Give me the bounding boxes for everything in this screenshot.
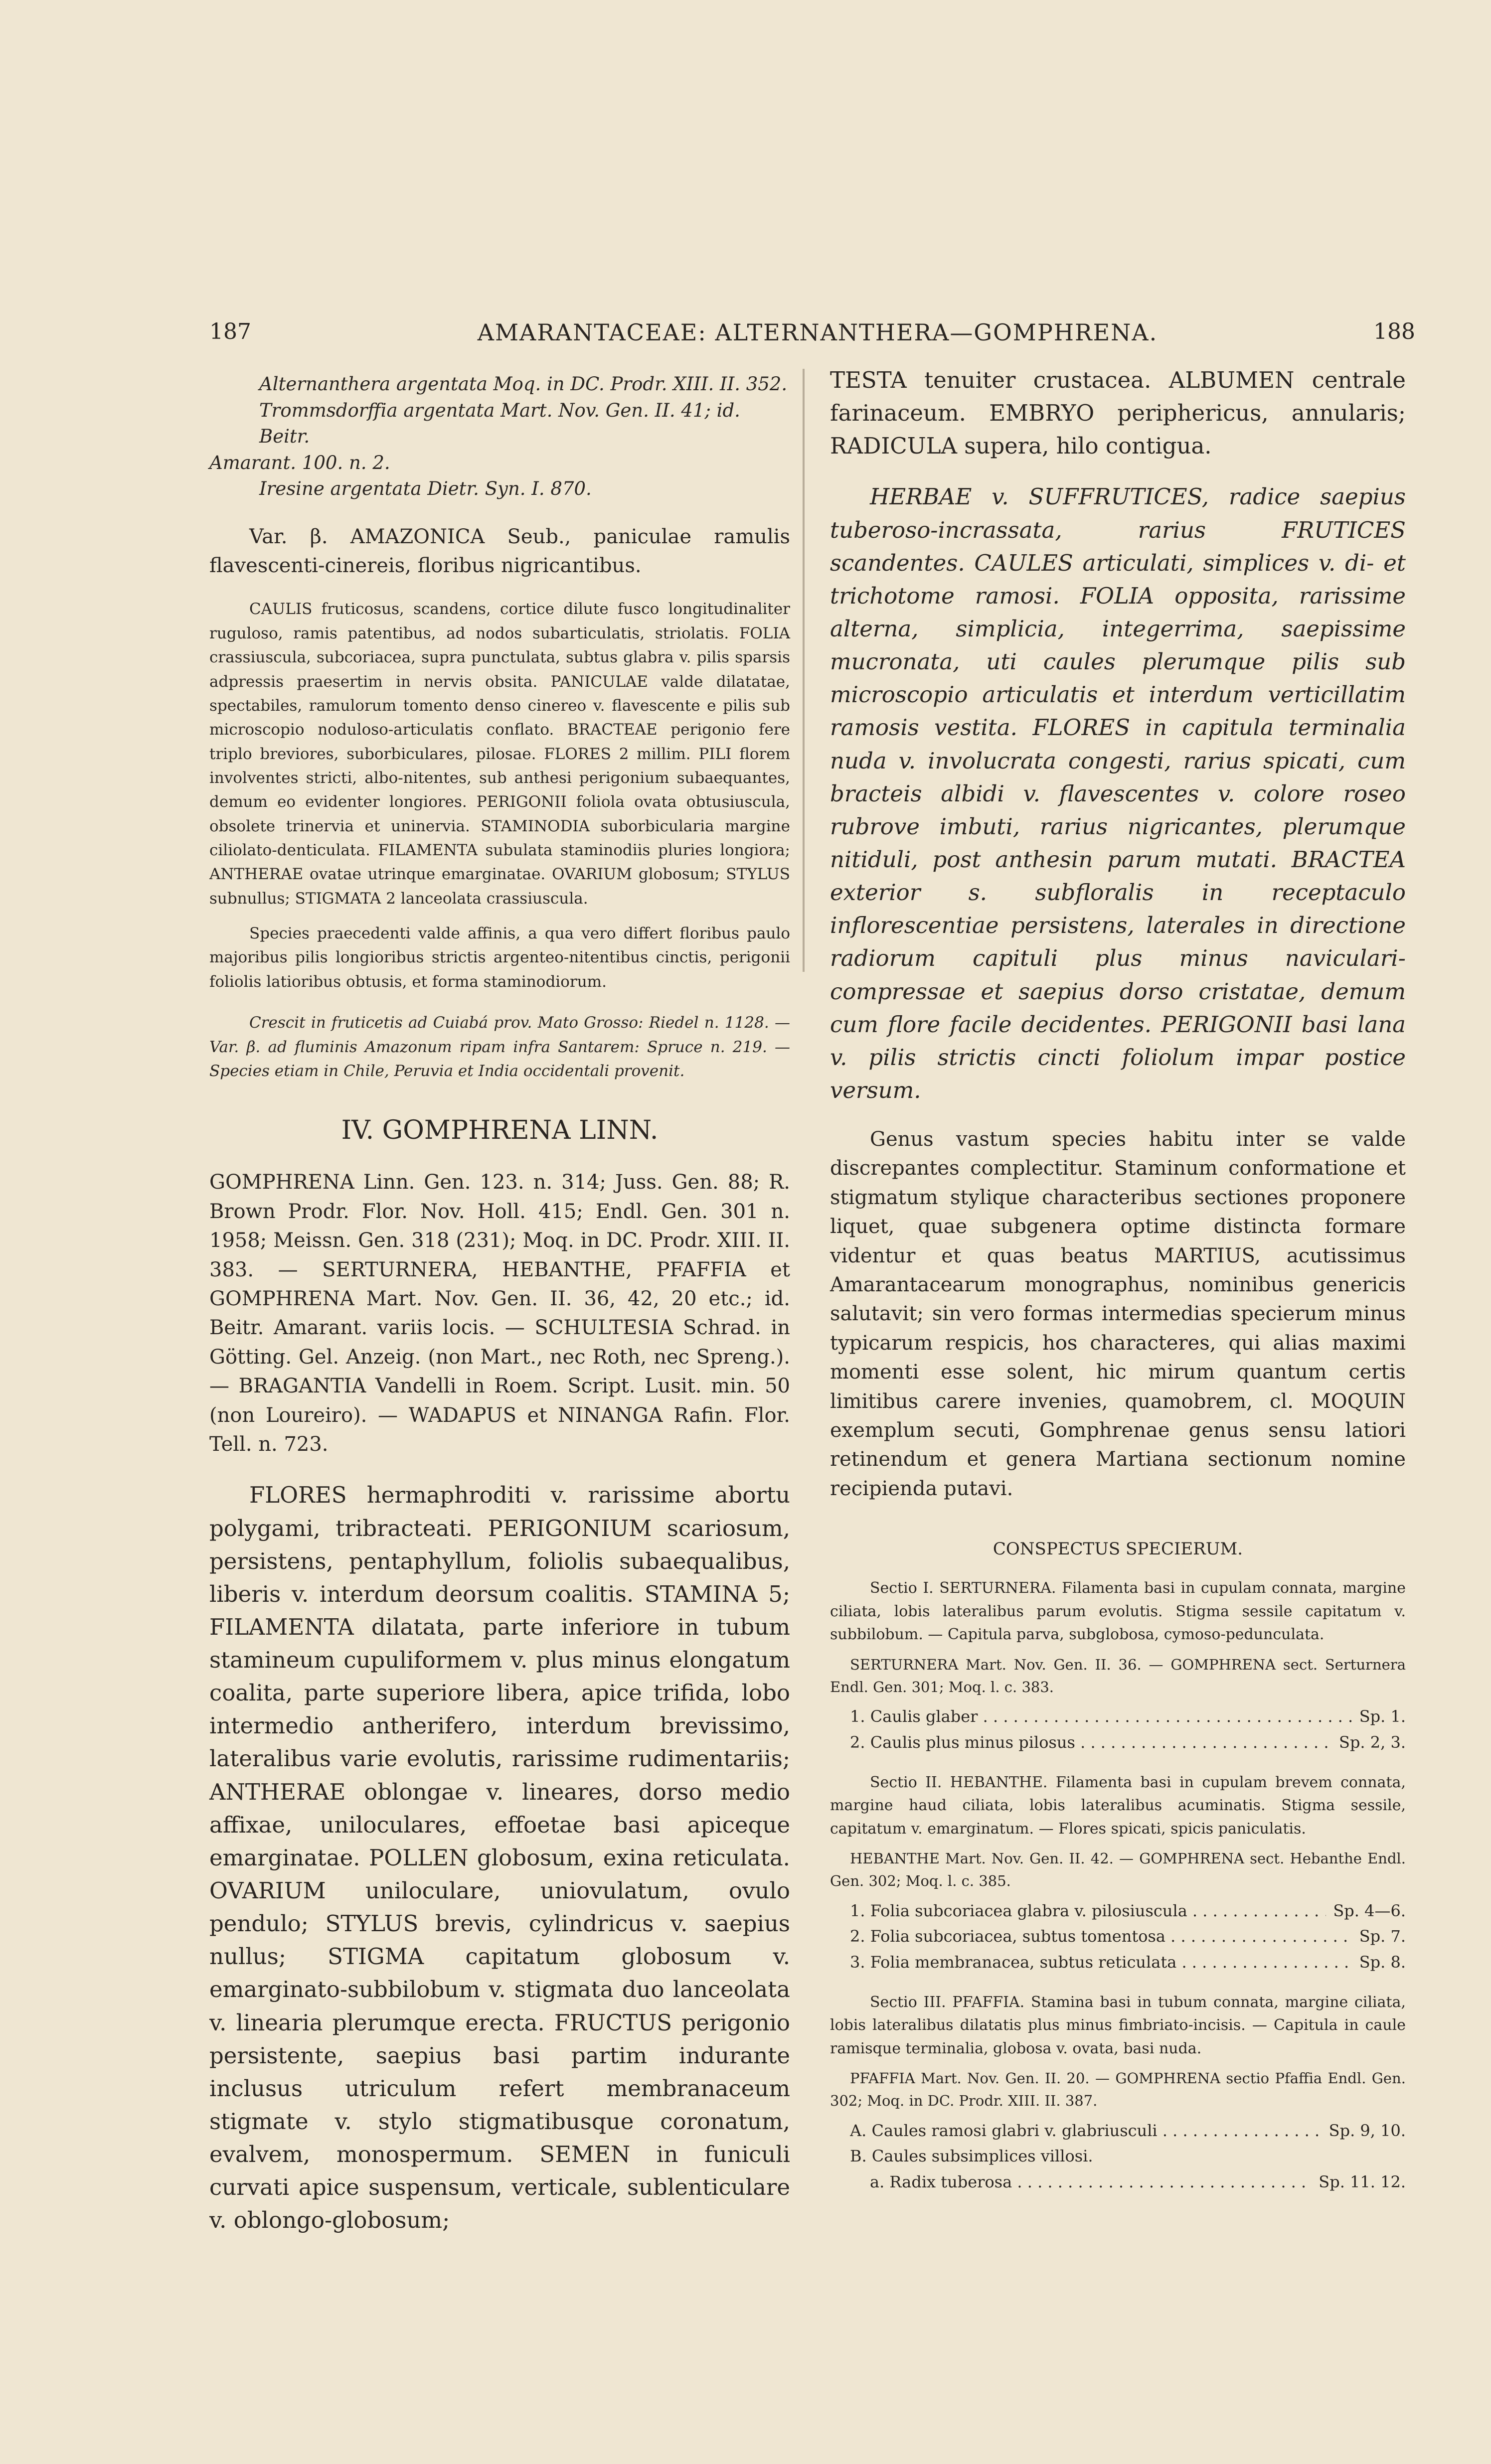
section-description: Sectio II. HEBANTHE. Filamenta basi in cupulam brevem connata, margine haud ciliata, lobis lateralibus acuminatis. Stigma sessile, capitatum v. emarginatum. — Flores spicati, spicis paniculatis. xyxy=(830,1773,1406,1838)
habit-paragraph: HERBAE v. SUFFRUTICES, radice saepius tuberoso-incrassata, rarius FRUTICES scandentes. CAULES articulati, simplices v. di- et trichotome ramosi. FOLIA opposita, rarissime alterna, simplicia, integerrima, saepissime mucronata, uti caules plerumque pilis sub microscopio articulatis et interdum verticillatim ramosis vestita. FLORES in capitula terminalia nuda v. involucrata congesti, rarius spicati, cum bracteis albidi v. flavescentes v. colore roseo rubrove imbuti, rarius nigricantes, plerumque nitiduli, post anthesin parum mutati. BRACTEA exterior s. subfloralis in receptaculo inflorescentiae persistens, laterales in directione radiorum capituli plus minus naviculari-compressae et saepius dorso cristatae, demum cum flore facile decidentes. PERIGONII basi lana v. pilis strictis cincti foliolum impar postice versum. xyxy=(830,483,1406,1103)
habitat-note: Crescit in fruticetis ad Cuiabá prov. Mato Grosso: Riedel n. 1128. — Var. β. ad fluminis Amazonum ripam infra Santarem: Spruce n. 219. — Species etiam in Chile, Peruvia et India occidentali provenit. xyxy=(209,1014,790,1080)
key-row: a. Radix tuberosa . . . Sp. 11. 12. xyxy=(830,2169,1406,2195)
genus-heading: IV. GOMPHRENA LINN. xyxy=(341,1115,659,1146)
section-3 xyxy=(830,1991,1406,2195)
right-column xyxy=(830,364,1406,2195)
key-row: A. Caules ramosi glabri v. glabriusculi . . . Sp. 9, 10. xyxy=(830,2118,1406,2144)
key-row: 3. Folia membranacea, subtus reticulata . . . Sp. 8. xyxy=(830,1950,1406,1975)
conspectus-title: CONSPECTUS SPECIERUM. xyxy=(993,1539,1243,1559)
section-reference: PFAFFIA Mart. Nov. Gen. II. 20. — GOMPHRENA sectio Pfaffia Endl. Gen. 302; Moq. in DC. Prodr. XIII. II. 387. xyxy=(830,2070,1406,2110)
species-comparison: Species praecedenti valde affinis, a qua vero differt floribus paulo majoribus pilis longioribus strictis argenteo-nitentibus cinctis, perigonii foliolis latioribus obtusis, et forma staminodiorum. xyxy=(209,924,790,991)
section-1 xyxy=(830,1577,1406,1755)
section-description: Sectio I. SERTURNERA. Filamenta basi in cupulam connata, margine ciliata, lobis lateralibus parum evolutis. Stigma sessile capitatum v. subbilobum. — Capitula parva, subglobosa, cymoso-pedunculata. xyxy=(830,1579,1406,1644)
page-number-right: 188 xyxy=(1373,319,1415,344)
synonym-line: Alternanthera argentata Moq. in DC. Prodr. XIII. II. 352. xyxy=(259,373,788,395)
synonym-line: Trommsdorffia argentata Mart. Nov. Gen. II. 41; id. Beitr. xyxy=(259,399,740,448)
page-number-left: 187 xyxy=(209,319,251,344)
continuation-paragraph: TESTA tenuiter crustacea. ALBUMEN centrale farinaceum. EMBRYO periphericus, annularis; RADICULA supera, hilo contigua. xyxy=(830,367,1406,460)
running-title: AMARANTACEAE: ALTERNANTHERA—GOMPHRENA. xyxy=(477,319,1158,346)
left-column xyxy=(209,371,790,2248)
species-description: CAULIS fruticosus, scandens, cortice dilute fusco longitudinaliter ruguloso, ramis patentibus, ad nodos subarticulatis, striolatis. FOLIA crassiuscula, subcoriacea, supra punctulata, subtus glabra v. pilis sparsis adpressis praesertim in nervis obsita. PANICULAE valde dilatatae, spectabiles, ramulorum tomento denso cinereo v. flavescente e pilis sub microscopio noduloso-articulatis conflato. BRACTEAE perigonio fere triplo breviores, suborbiculares, pilosae. FLORES 2 millim. PILI florem involventes stricti, albo-nitentes, sub anthesi perigonium subaequantes, demum eo evidenter longiores. PERIGONII foliola ovata obtusiuscula, obsolete trinervia et uninervia. STAMINODIA suborbicularia margine ciliolato-denticulata. FILAMENTA subulata staminodiis pluries longiora; ANTHERAE ovatae utrinque emarginatae. OVARIUM globosum; STYLUS subnullus; STIGMATA 2 lanceolata crassiuscula. xyxy=(209,600,790,908)
key-row: 2. Caulis plus minus pilosus . . . Sp. 2, 3. xyxy=(830,1730,1406,1755)
variety-paragraph: Var. β. AMAZONICA Seub., paniculae ramulis flavescenti-cinereis, floribus nigricantibus. xyxy=(209,525,790,578)
synonym-line: Iresine argentata Dietr. Syn. I. 870. xyxy=(259,478,592,500)
synonym-line: Amarant. 100. n. 2. xyxy=(209,452,390,473)
section-description: Sectio III. PFAFFIA. Stamina basi in tubum connata, margine ciliata, lobis lateralibus dilatatis plus minus fimbriato-incisis. — Capitula in caule ramisque terminalia, globosa v. ovata, basi nuda. xyxy=(830,1993,1406,2057)
section-reference: HEBANTHE Mart. Nov. Gen. II. 42. — GOMPHRENA sect. Hebanthe Endl. Gen. 302; Moq. l. c. 385. xyxy=(830,1850,1406,1890)
genus-synonymy: GOMPHRENA Linn. Gen. 123. n. 314; Juss. Gen. 88; R. Brown Prodr. Flor. Nov. Holl. 415; Endl. Gen. 301 n. 1958; Meissn. Gen. 318 (231); Moq. in DC. Prodr. XIII. II. 383. — SERTURNERA, HEBANTHE, PFAFFIA et GOMPHRENA Mart. Nov. Gen. II. 36, 42, 20 etc.; id. Beitr. Amarant. variis locis. — SCHULTESIA Schrad. in Götting. Gel. Anzeig. (non Mart., nec Roth, nec Spreng.). — BRAGANTIA Vandelli in Roem. Script. Lusit. min. 50 (non Loureiro). — WADAPUS et NINANGA Rafin. Flor. Tell. n. 723. xyxy=(209,1171,790,1456)
genus-description: FLORES hermaphroditi v. rarissime abortu polygami, tribracteati. PERIGONIUM scariosum, persistens, pentaphyllum, foliolis subaequalibus, liberis v. interdum deorsum coalitis. STAMINA 5; FILAMENTA dilatata, parte inferiore in tubum stamineum cupuliformem v. plus minus elongatum coalita, parte superiore libera, apice trifida, lobo intermedio antherifero, interdum brevissimo, lateralibus varie evolutis, rarissime rudimentariis; ANTHERAE oblongae v. lineares, dorso medio affixae, uniloculares, effoetae basi apiceque emarginatae. POLLEN globosum, exina reticulata. OVARIUM uniloculare, uniovulatum, ovulo pendulo; STYLUS brevis, cylindricus v. saepius nullus; STIGMA capitatum globosum v. emarginato-subbilobum v. stigmata duo lanceolata v. linearia plerumque erecta. FRUCTUS perigonio persistente, saepius basi partim indurante inclusus utriculum refert membranaceum stigmate v. stylo stigmatibusque coronatum, evalvem, monospermum. SEMEN in funiculi curvati apice suspensum, verticale, sublenticulare v. oblongo-globosum; xyxy=(209,1482,790,2234)
key-row: 2. Folia subcoriacea, subtus tomentosa . . . Sp. 7. xyxy=(830,1924,1406,1949)
discussion-paragraph: Genus vastum species habitu inter se valde discrepantes complectitur. Staminum conformatione et stigmatum stylique characteribus sectiones proponere liquet, quae subgenera optime distincta formare videntur et quas beatus MARTIUS, acutissimus Amarantacearum monographus, nominibus genericis salutavit; sin vero formas intermedias specierum minus typicarum respicis, hos characteres, qui alias maximi momenti esse solent, hic mirum quantum certis limitibus carere invenies, quamobrem, cl. MOQUIN exemplum secuti, Gomphrenae genus sensu latiori retinendum et genera Martiana sectionum nomine recipienda putavi. xyxy=(830,1128,1406,1500)
section-2 xyxy=(830,1771,1406,1975)
section-reference: SERTURNERA Mart. Nov. Gen. II. 36. — GOMPHRENA sect. Serturnera Endl. Gen. 301; Moq. l. c. 383. xyxy=(830,1656,1406,1695)
column-divider xyxy=(803,369,805,972)
key-row: 1. Folia subcoriacea glabra v. pilosiuscula . . . Sp. 4—6. xyxy=(830,1898,1406,1924)
key-row: 1. Caulis glaber . . . Sp. 1. xyxy=(830,1704,1406,1729)
synonym-list xyxy=(209,371,790,502)
key-row: B. Caules subsimplices villosi. xyxy=(850,2147,1093,2166)
